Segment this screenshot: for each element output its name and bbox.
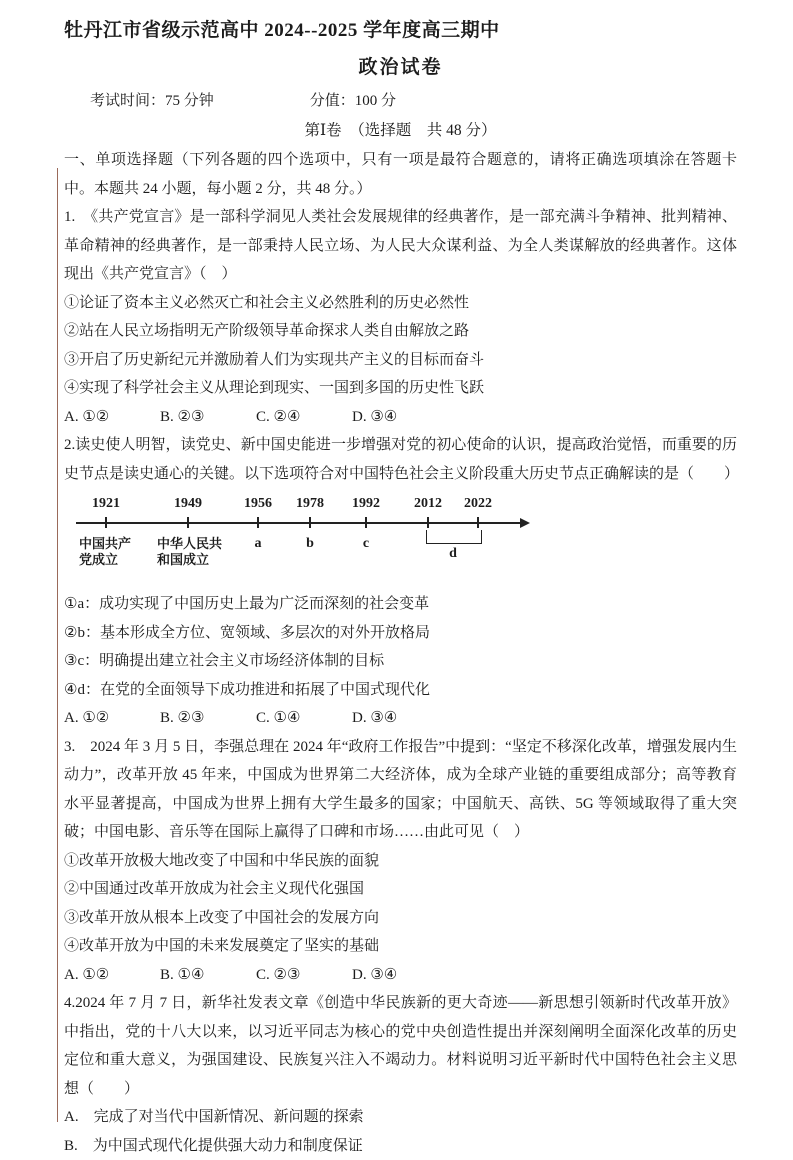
timeline-tick xyxy=(187,517,189,528)
question-4-choice-a: A. 完成了对当代中国新情况、新问题的探索 xyxy=(64,1103,737,1132)
question-3-choice-b: B. ①④ xyxy=(160,961,256,990)
question-1-option-3: ③开启了历史新纪元并激励着人们为实现共产主义的目标而奋斗 xyxy=(64,346,737,375)
timeline-year-1956: 1956 xyxy=(244,496,272,512)
question-1-choice-c: C. ②④ xyxy=(256,403,352,432)
question-3-stem: 3. 2024 年 3 月 5 日，李强总理在 2024 年“政府工作报告”中提到：“坚定不移深化改革，增强发展内生动力”，改革开放 45 年来，中国成为世界第二大经济体，成为全球产业链的重要组成部分；高等教育水平显著提高，中国成为世界上拥有大学生最多的国家；中国航天、高铁、5G 等领域取得了重大突破；中国电影、音乐等在国际上赢得了口碑和市场……由此可见（ ） xyxy=(64,733,737,847)
question-2-option-3: ③c：明确提出建立社会主义市场经济体制的目标 xyxy=(64,647,737,676)
section-title: 第Ⅰ卷 （选择题 共 48 分） xyxy=(64,116,737,146)
timeline-tick xyxy=(309,517,311,528)
section-intro: 一、单项选择题（下列各题的四个选项中，只有一项是最符合题意的，请将正确选项填涂在答题卡中。本题共 24 小题，每小题 2 分，共 48 分。） xyxy=(64,146,737,203)
question-2-choice-d: D. ③④ xyxy=(352,704,397,733)
question-3-option-2: ②中国通过改革开放成为社会主义现代化强国 xyxy=(64,875,737,904)
timeline-year-1992: 1992 xyxy=(352,496,380,512)
exam-info-row xyxy=(90,86,737,116)
question-3-choices xyxy=(64,961,737,990)
question-2-choices xyxy=(64,704,737,733)
timeline-label-d: d xyxy=(449,546,457,562)
exam-score-label: 分值：100 分 xyxy=(310,86,396,116)
question-2-option-2: ②b：基本形成全方位、宽领域、多层次的对外开放格局 xyxy=(64,619,737,648)
timeline-year-2022: 2022 xyxy=(464,496,492,512)
question-2-choice-c: C. ①④ xyxy=(256,704,352,733)
question-4-choice-b: B. 为中国式现代化提供强大动力和制度保证 xyxy=(64,1132,737,1160)
timeline-tick xyxy=(257,517,259,528)
timeline-year-2012: 2012 xyxy=(414,496,442,512)
timeline-caption-1921: 中国共产党成立 xyxy=(79,536,137,568)
question-3-option-3: ③改革开放从根本上改变了中国社会的发展方向 xyxy=(64,904,737,933)
question-3-choice-d: D. ③④ xyxy=(352,961,397,990)
timeline-tick xyxy=(477,517,479,528)
timeline-year-1949: 1949 xyxy=(174,496,202,512)
question-3-option-4: ④改革开放为中国的未来发展奠定了坚实的基础 xyxy=(64,932,737,961)
exam-time-label: 考试时间：75 分钟 xyxy=(90,86,214,116)
timeline-caption-1949: 中华人民共和国成立 xyxy=(157,536,227,568)
timeline-tick xyxy=(427,517,429,528)
question-2-option-1: ①a：成功实现了中国历史上最为广泛而深刻的社会变革 xyxy=(64,590,737,619)
question-1-option-1: ①论证了资本主义必然灭亡和社会主义必然胜利的历史必然性 xyxy=(64,289,737,318)
timeline-label-b: b xyxy=(306,536,314,552)
exam-title: 牡丹江市省级示范高中 2024--2025 学年度高三期中 xyxy=(64,16,737,46)
question-1-choices xyxy=(64,403,737,432)
question-3-option-1: ①改革开放极大地改变了中国和中华民族的面貌 xyxy=(64,847,737,876)
question-1-choice-a: A. ①② xyxy=(64,403,160,432)
timeline-tick xyxy=(105,517,107,528)
question-1-choice-d: D. ③④ xyxy=(352,403,397,432)
question-1-option-2: ②站在人民立场指明无产阶级领导革命探求人类自由解放之路 xyxy=(64,317,737,346)
question-2-stem: 2.读史使人明智，读党史、新中国史能进一步增强对党的初心使命的认识，提高政治觉悟，而重要的历史节点是读史通心的关键。以下选项符合对中国特色社会主义阶段重大历史节点正确解读的是（ ） xyxy=(64,431,737,488)
timeline-label-c: c xyxy=(363,536,369,552)
question-4-stem: 4.2024 年 7 月 7 日，新华社发表文章《创造中华民族新的更大奇迹——新思想引领新时代改革开放》中指出，党的十八大以来，以习近平同志为核心的党中央创造性提出并深刻阐明全面深化改革的历史定位和重大意义，为强国建设、民族复兴注入不竭动力。材料说明习近平新时代中国特色社会主义思想（ ） xyxy=(64,989,737,1103)
question-3-choice-a: A. ①② xyxy=(64,961,160,990)
timeline-label-a: a xyxy=(255,536,262,552)
timeline-diagram xyxy=(76,492,556,588)
question-2-choice-b: B. ②③ xyxy=(160,704,256,733)
timeline-axis xyxy=(76,522,522,524)
left-margin-line xyxy=(57,168,58,1122)
timeline-year-1978: 1978 xyxy=(296,496,324,512)
timeline-arrow-icon xyxy=(520,518,530,528)
question-2-option-4: ④d：在党的全面领导下成功推进和拓展了中国式现代化 xyxy=(64,676,737,705)
question-1-option-4: ④实现了科学社会主义从理论到现实、一国到多国的历史性飞跃 xyxy=(64,374,737,403)
timeline-year-1921: 1921 xyxy=(92,496,120,512)
question-2-choice-a: A. ①② xyxy=(64,704,160,733)
question-1-stem: 1. 《共产党宣言》是一部科学洞见人类社会发展规律的经典著作，是一部充满斗争精神、批判精神、革命精神的经典著作，是一部秉持人民立场、为人民大众谋利益、为全人类谋解放的经典著作。这体现出《共产党宣言》（ ） xyxy=(64,203,737,289)
timeline-tick xyxy=(365,517,367,528)
question-1-choice-b: B. ②③ xyxy=(160,403,256,432)
exam-subtitle: 政治试卷 xyxy=(64,52,737,84)
timeline-d-bracket xyxy=(426,530,482,544)
question-3-choice-c: C. ②③ xyxy=(256,961,352,990)
